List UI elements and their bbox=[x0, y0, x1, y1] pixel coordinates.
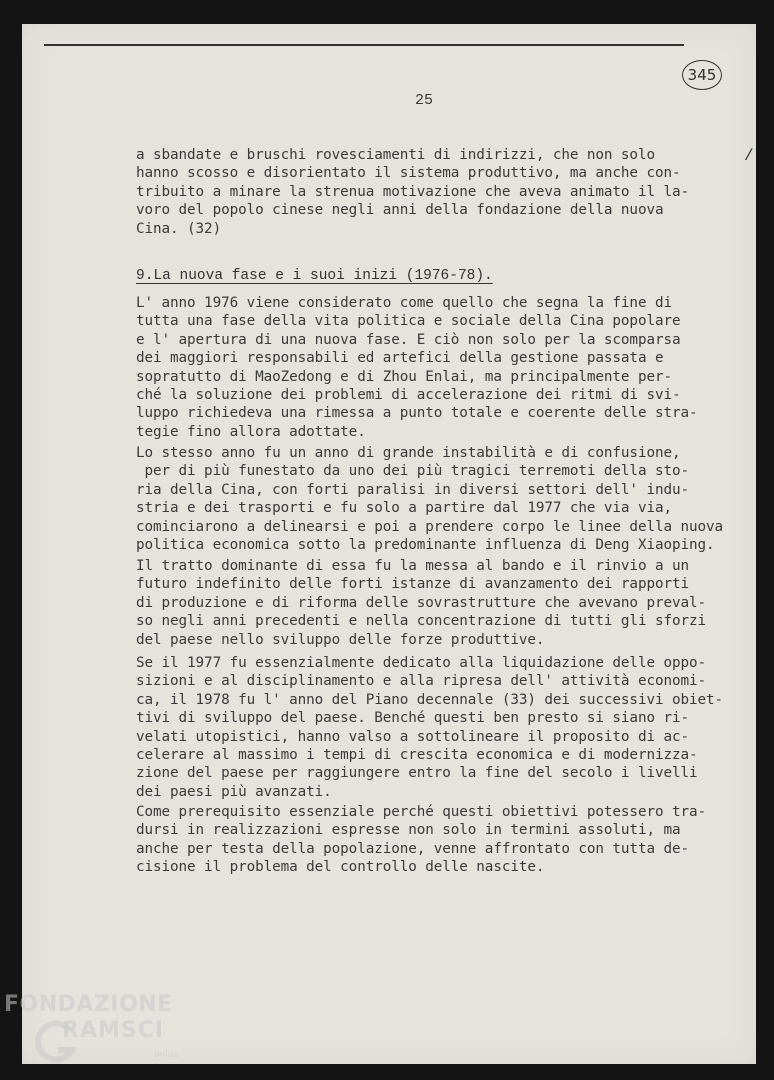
watermark-line-2: RAMSCI bbox=[62, 1018, 165, 1043]
paragraph-4: Il tratto dominante di essa fu la messa al bando e il rinvio a un futuro indefinito delle forti istanze di avanzamento dei rapporti di produzione e di riforma delle sovrastrutture che avevano preval- so negli anni precedenti e nella concentrazione di tutti gli sforzi del paese nello sviluppo delle forze produttive. bbox=[136, 558, 706, 648]
paragraph-3: Lo stesso anno fu un anno di grande instabilità e di confusione, per di più funestato da uno dei più tragici terremoti della sto- ria della Cina, con forti paralisi in diversi settori dell' indu- stria e dei trasporti e fu solo a partire dal 1977 che via via, cominciarono a delinearsi e poi a prendere corpo le linee della nuova politica economica sotto la predominante influenza di Deng Xiaoping. bbox=[136, 445, 724, 554]
fondazione-gramsci-watermark bbox=[4, 992, 194, 1076]
margin-mark: / bbox=[744, 147, 754, 165]
watermark-line-1: FONDAZIONE bbox=[4, 992, 173, 1017]
paragraph-1: a sbandate e bruschi rovesciamenti di indirizzi, che non solo hanno scosso e disorientato il sistema produttivo, ma anche con- tribuito a minare la strenua motivazione che aveva animato il la- voro del popolo cinese negli anni della fondazione della nuova Cina. (32) bbox=[136, 147, 689, 237]
paragraph-2: L' anno 1976 viene considerato come quello che segna la fine di tutta una fase della vita politica e sociale della Cina popolare e l' apertura di una nuova fase. E ciò non solo per la scomparsa dei maggiori responsabili ed artefici della gestione passata e sopratutto di MaoZedong e di Zhou Enlai, ma principalmente per- ché la soluzione dei problemi di accelerazione dei ritmi di svi- luppo richiedeva una rimessa a punto totale e coerente delle stra- tegie fino allora adottate. bbox=[136, 295, 698, 440]
section-heading: 9.La nuova fase e i suoi inizi (1976-78). bbox=[136, 268, 493, 284]
paragraph-5: Se il 1977 fu essenzialmente dedicato alla liquidazione delle oppo- sizioni e al disciplinamento e alla ripresa dell' attività economi- ca, il 1978 fu l' anno del Piano decennale (33) dei successivi obiet- tivi di sviluppo del paese. Benché questi ben presto si siano ri- velati utopistici, hanno valso a sottolineare il proposito di ac- celerare al massimo i tempi di crescita economica e di modernizza- zione del paese per raggiungere entro la fine del secolo i livelli dei paesi più avanzati. bbox=[136, 655, 724, 800]
paragraph-6: Come prerequisito essenziale perché questi obiettivi potessero tra- dursi in realizzazioni espresse non solo in termini assoluti, ma anche per testa della popolazione, venne affrontato con tutta de- cisione il problema del controllo delle nascite. bbox=[136, 804, 706, 876]
top-rule bbox=[44, 44, 684, 46]
watermark-line-3: onlus bbox=[154, 1050, 179, 1060]
archive-number-stamp: 345 bbox=[682, 60, 722, 90]
page-number: 25 bbox=[415, 92, 434, 109]
document-page bbox=[22, 24, 756, 1064]
